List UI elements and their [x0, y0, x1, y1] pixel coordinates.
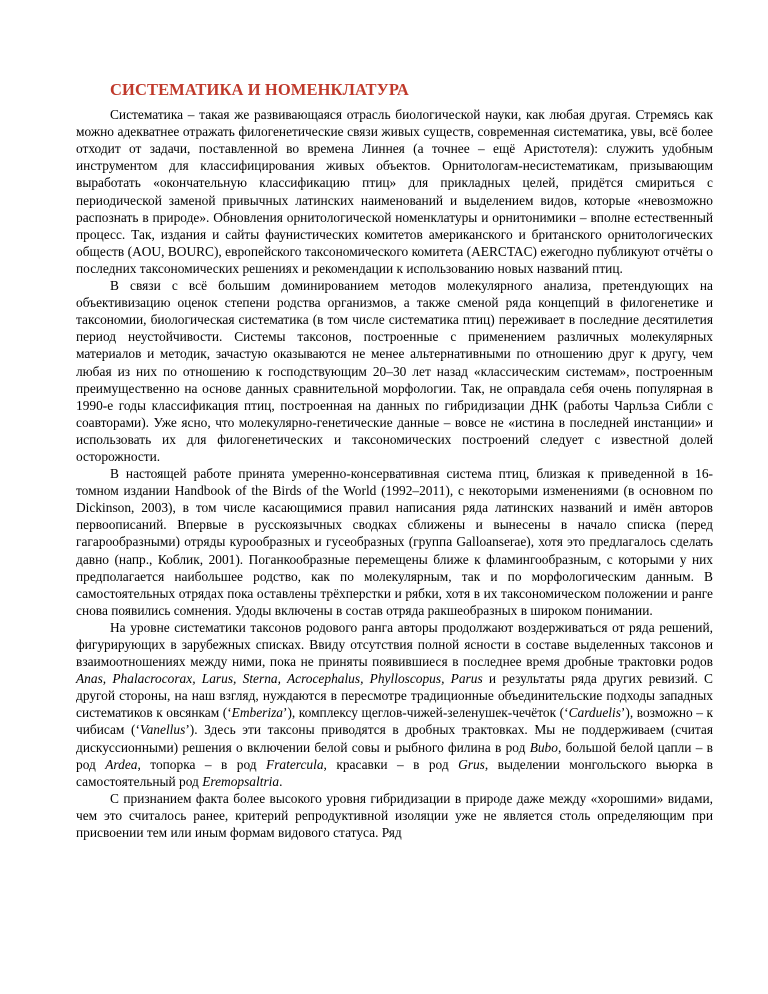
text-run: Систематика – такая же развивающаяся отрасль биологической науки, как любая другая. Стремясь как можно адекватнее отражать филогенетические связи живых существ, современная систематика, увы, всё более отходит от задачи, поставленной во времена Линнея (а точнее – ещё Аристотеля): служить удобным инструментом для классифицирования живых объектов. Орнитологам-несистематикам, призывающим выработать «окончательную классификацию птиц» для прикладных целей, придётся смириться с периодической заменой привычных латинских наименований и выделением видов, которые «невозможно распознать в природе». Обновления орнитологической номенклатуры и орнитонимики – вполне естественный процесс. Так, издания и сайты фаунистических комитетов американского и британского орнитологических обществ (AOU, BOURC), европейского таксономического комитета (AERCTAC) ежегодно публикуют отчёты о последних таксономических решениях и рекомендации к использованию новых названий птиц. — [76, 107, 713, 276]
text-run: ’), возможно – к чибисам (‘ — [76, 705, 713, 738]
text-run: , выделении монгольского вьюрка в самостоятельный род — [76, 756, 713, 789]
text-run: , топорка – в род — [137, 756, 267, 772]
latin-name: Carduelis — [568, 705, 621, 721]
body-text — [76, 106, 713, 841]
section-heading: СИСТЕМАТИКА И НОМЕНКЛАТУРА — [110, 80, 409, 99]
text-run: ’). Здесь эти таксоны приводятся в дробных трактовках. Мы не поддерживаем (считая дискуссионными) решения о включении белой совы и рыбного филина в род — [76, 722, 713, 755]
latin-name: Bubo — [529, 739, 558, 755]
paragraph — [76, 465, 713, 619]
latin-name: Fratercula — [266, 756, 324, 772]
latin-name: Eremopsaltria — [202, 773, 280, 789]
paragraph — [76, 790, 713, 841]
text-run: , красавки – в род — [323, 756, 459, 772]
text-run: В связи с всё большим доминированием методов молекулярного анализа, претендующих на объективизацию оценок степени родства организмов, а также сменой ряда концепций в филогенетике и таксономии, биологическая систематика (в том числе систематика птиц) переживает в последние десятилетия период неустойчивости. Системы таксонов, построенные с применением различных молекулярных материалов и методик, зачастую оказываются не менее альтернативными по отношению друг к другу, чем любая из них по отношению к господствующим 20–30 лет назад «классическим системам», построенным преимущественно на основе данных сравнительной морфологии. Так, не оправдала себя очень популярная в 1990-е годы классификация птиц, построенная на данных по гибридизации ДНК (работы Чарльза Сибли с соавторами). Уже ясно, что молекулярно-генетические данные – вовсе не «истина в последней инстанции» и использовать их для филогенетических и таксономических построений следует с известной долей осторожности. — [76, 278, 713, 464]
latin-name: Grus — [458, 756, 485, 772]
text-run: С признанием факта более высокого уровня гибридизации в природе даже между «хорошими» видами, чем это считалось ранее, критерий репродуктивной изоляции уже не является столь определяющим при присвоении тем или иным формам видового статуса. Ряд — [76, 790, 713, 841]
latin-name: Vanellus — [139, 722, 186, 738]
text-run: , большой белой цапли – в род — [76, 739, 714, 772]
text-run: . — [279, 773, 283, 789]
latin-name: Anas, Phalacrocorax, Larus, Sterna, Acrocephalus, Phylloscopus, Parus — [76, 671, 483, 687]
text-run: и результаты ряда других ревизий. С другой стороны, на наш взгляд, нуждаются в пересмотре традиционные объединительские подходы западных систематиков к овсянкам (‘ — [76, 671, 713, 721]
paragraph — [76, 277, 713, 465]
paragraph — [76, 106, 713, 277]
text-run: В настоящей работе принята умеренно-консервативная система птиц, близкая к приведенной в 16-томном издании Handbook of the Birds of the World (1992–2011), с некоторыми изменениями (в основном по Dickinson, 2003), в том числе касающимися правил написания ряда латинских названий и имён авторов первоописаний. Впервые в русскоязычных сводках сближены и вынесены в начало списка (перед гагарообразными) отряды курообразных и гусеобразных (группа Galloanserae), хотя это предлагалось сделать давно (напр., Коблик, 2001). Поганкообразные перемещены ближе к фламингообразным, с которыми у них предполагается наибольшее родство, как по молекулярным, так и по морфологическим данным. В самостоятельных отрядах пока оставлены трёхперстки и рябки, хотя в их таксономическом положении и ранге снова появились сомнения. Удоды включены в состав отряда ракшеобразных в широком понимании. — [76, 466, 713, 618]
paragraph — [76, 619, 713, 790]
document-page — [76, 81, 713, 841]
latin-name: Ardea — [105, 756, 138, 772]
latin-name: Emberiza — [231, 705, 283, 721]
text-run: На уровне систематики таксонов родового ранга авторы продолжают воздерживаться от ряда решений, фигурирующих в зарубежных списках. Ввиду отсутствия полной ясности в составе выделенных таксонов и взаимоотношениях между ними, пока не приняты появившиеся в последнее время дробные трактовки родов — [76, 619, 713, 670]
text-run: ’), комплексу щеглов-чижей-зеленушек-чечёток (‘ — [283, 705, 569, 721]
